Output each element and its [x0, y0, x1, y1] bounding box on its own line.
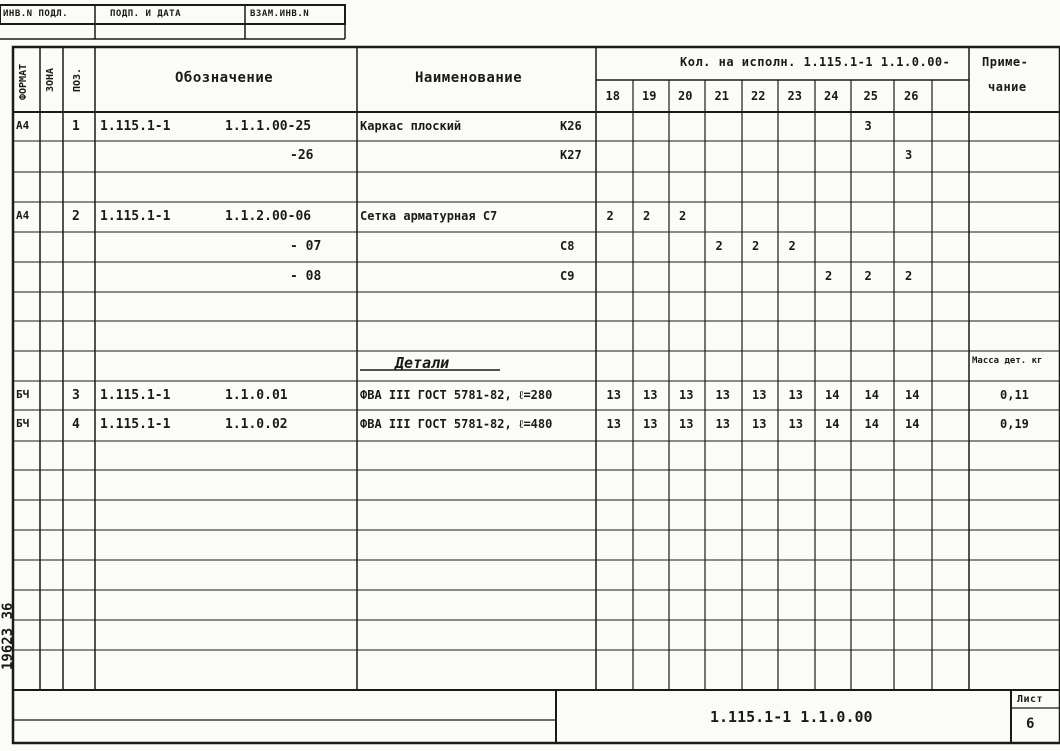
cell-naim: ФВА III ГОСТ 5781-82, ℓ=480	[360, 417, 553, 431]
col-header-naimenovanie: Наименование	[415, 70, 523, 86]
cell-obozn-b: 1.1.0.01	[225, 388, 288, 403]
cell-qty: 14	[825, 388, 840, 402]
cell-qty: 2	[788, 239, 796, 253]
col-header-format: ФОРМАТ	[18, 63, 29, 100]
cell-naim: Каркас плоский	[360, 119, 462, 133]
cell-poz: 1	[72, 119, 80, 134]
cell-qty: 13	[679, 417, 694, 431]
cell-qty: 14	[864, 388, 879, 402]
cell-qty: 2	[752, 239, 760, 253]
cell-qty: 2	[825, 269, 833, 283]
cell-obozn-b: -26	[290, 148, 314, 163]
cell-format: БЧ	[16, 388, 30, 401]
cell-naim: ФВА III ГОСТ 5781-82, ℓ=280	[360, 388, 553, 402]
cell-qty: 14	[825, 417, 840, 431]
ispoln-header-19: 19	[642, 89, 657, 103]
cell-qty: 13	[606, 417, 621, 431]
cell-qty: 13	[606, 388, 621, 402]
cell-qty: 14	[864, 417, 879, 431]
cell-obozn-b: - 08	[290, 269, 322, 284]
cell-mark: С8	[560, 239, 575, 253]
cell-qty: 13	[679, 388, 694, 402]
ispoln-header-20: 20	[678, 89, 693, 103]
cell-mark: С9	[560, 269, 575, 283]
cell-qty: 3	[864, 119, 872, 133]
cell-obozn-a: 1.115.1-1	[100, 388, 171, 403]
cell-qty: 13	[788, 388, 803, 402]
cell-prim: 0,11	[1000, 388, 1029, 402]
cell-obozn-b: - 07	[290, 239, 322, 254]
footer-list-num: 6	[1026, 716, 1035, 732]
col-header-oboznachenie: Обозначение	[175, 70, 274, 86]
cell-obozn-b: 1.1.1.00-25	[225, 119, 312, 134]
cell-qty: 13	[752, 417, 767, 431]
cell-format: А4	[16, 119, 30, 132]
ispoln-header-25: 25	[863, 89, 878, 103]
col-header-poz: ПОЗ.	[72, 67, 83, 92]
ispoln-header-21: 21	[714, 89, 729, 103]
cell-obozn-a: 1.115.1-1	[100, 417, 171, 432]
cell-qty: 2	[715, 239, 723, 253]
footer-code: 1.115.1-1 1.1.0.00	[710, 708, 873, 726]
cell-poz: 3	[72, 388, 80, 403]
col-header-kol: Кол. на исполн. 1.115.1-1 1.1.0.00-	[680, 55, 951, 69]
cell-qty: 13	[643, 417, 658, 431]
cell-naim: Сетка арматурная С7	[360, 209, 498, 223]
cell-obozn-a: 1.115.1-1	[100, 209, 171, 224]
section-heading-details: Детали	[395, 354, 450, 372]
cell-obozn-b: 1.1.0.02	[225, 417, 288, 432]
cell-qty: 2	[606, 209, 614, 223]
col-header-prim-1: Приме-	[982, 55, 1029, 69]
cell-obozn-a: 1.115.1-1	[100, 119, 171, 134]
cell-mark: К27	[560, 148, 582, 162]
cell-qty: 2	[905, 269, 913, 283]
cell-qty: 3	[905, 148, 913, 162]
cell-qty: 13	[752, 388, 767, 402]
cell-qty: 2	[864, 269, 872, 283]
cell-qty: 13	[788, 417, 803, 431]
stamp-podp-data: ПОДП. И ДАТА	[110, 9, 182, 19]
cell-qty: 13	[715, 417, 730, 431]
stamp-vzam-inv: ВЗАМ.ИНВ.N	[250, 9, 310, 19]
ispoln-header-24: 24	[824, 89, 839, 103]
ispoln-header-22: 22	[751, 89, 766, 103]
cell-qty: 14	[905, 417, 920, 431]
footer-list-label: Лист	[1017, 694, 1044, 705]
cell-prim: 0,19	[1000, 417, 1029, 431]
cell-mark: К26	[560, 119, 582, 133]
cell-obozn-b: 1.1.2.00-06	[225, 209, 312, 224]
ispoln-header-26: 26	[904, 89, 919, 103]
cell-qty: 14	[905, 388, 920, 402]
cell-qty: 2	[679, 209, 687, 223]
col-header-zona: ЗОНА	[45, 67, 56, 92]
cell-poz: 4	[72, 417, 80, 432]
ispoln-header-23: 23	[787, 89, 802, 103]
margin-handwritten-note: 19623 36	[0, 602, 16, 670]
cell-format: БЧ	[16, 417, 30, 430]
stamp-inv-podl: ИНВ.N ПОДЛ.	[3, 9, 69, 19]
cell-poz: 2	[72, 209, 80, 224]
cell-format: А4	[16, 209, 30, 222]
cell-prim: Масса дет. кг	[972, 356, 1043, 366]
cell-qty: 13	[715, 388, 730, 402]
ispoln-header-18: 18	[605, 89, 620, 103]
cell-qty: 13	[643, 388, 658, 402]
col-header-prim-2: чание	[988, 80, 1027, 94]
cell-qty: 2	[643, 209, 651, 223]
